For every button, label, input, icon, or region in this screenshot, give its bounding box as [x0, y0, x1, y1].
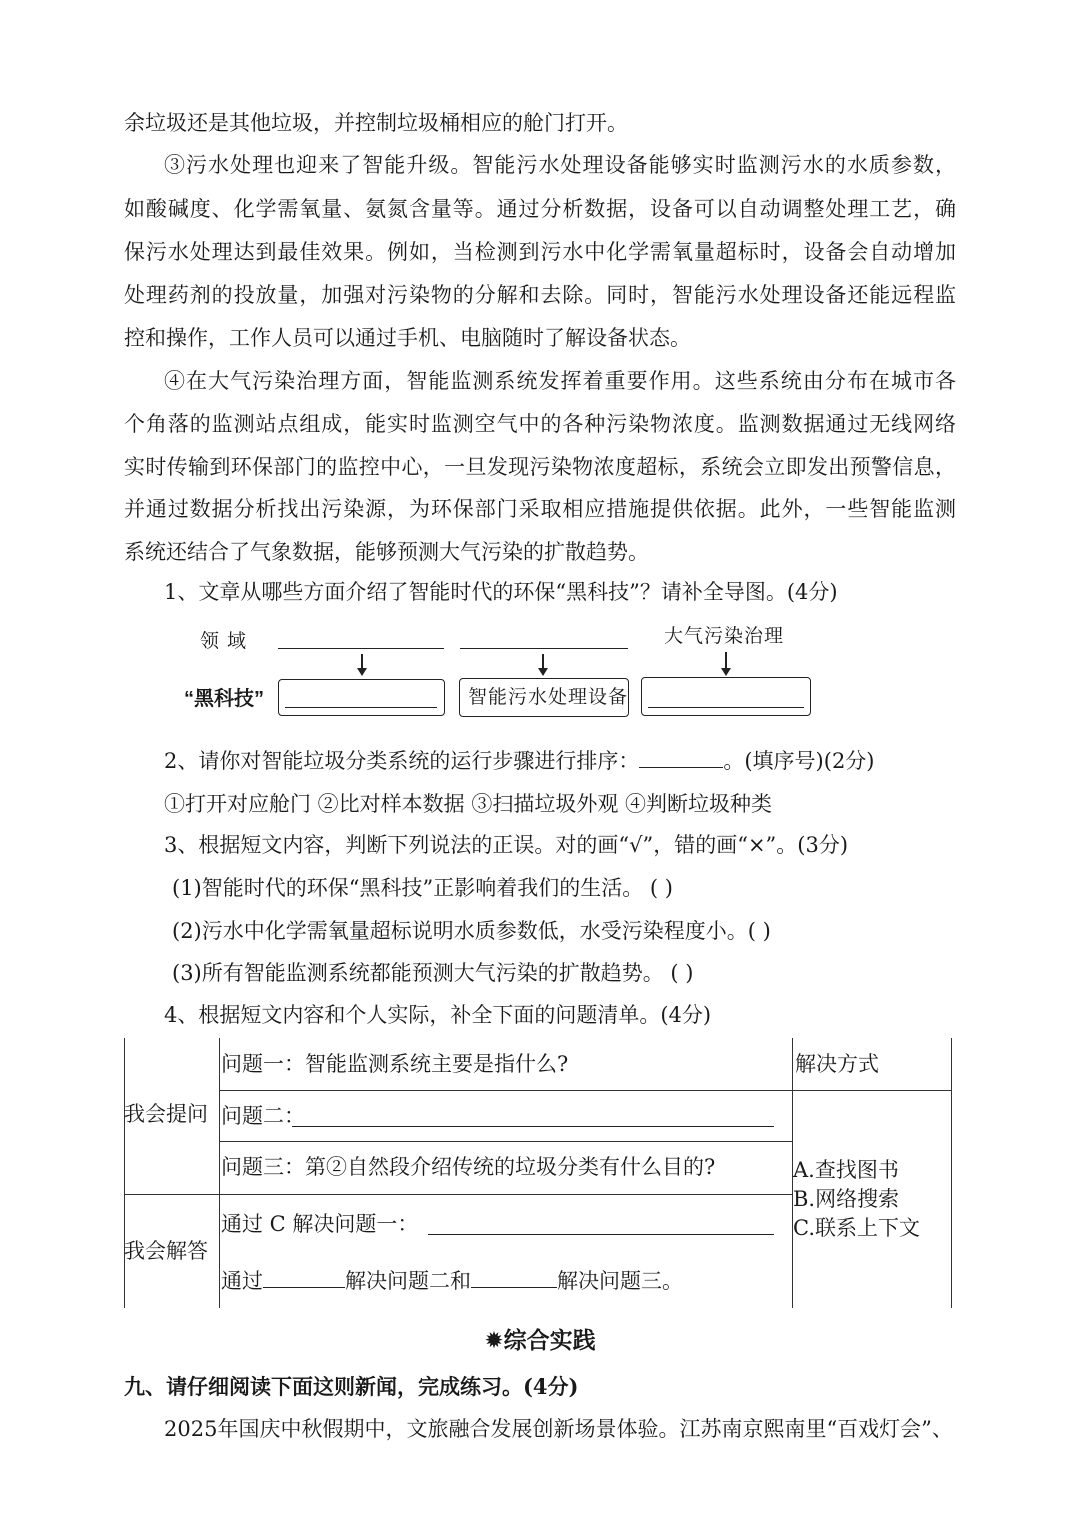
order-answer-blank[interactable] [639, 747, 723, 768]
question-2-cell: 问题二： [221, 1104, 305, 1128]
table-border [951, 1038, 952, 1308]
answer-1-blank[interactable] [428, 1234, 774, 1235]
map-row-label-field: 领 域 [200, 630, 248, 652]
question-3-cell: 问题三：第②自然段介绍传统的垃圾分类有什么目的? [221, 1155, 716, 1179]
table-border [219, 1141, 792, 1142]
method-option: B.网络搜索 [793, 1187, 900, 1211]
tech-blank-1[interactable] [285, 707, 437, 708]
question-9: 九、请仔细阅读下面这则新闻，完成练习。(4分) [124, 1374, 579, 1399]
passage-p4-line: 并通过数据分析找出污染源，为环保部门采取相应措施提供依据。此外，一些智能监测 [124, 497, 956, 521]
answer-3-blank[interactable] [471, 1267, 557, 1288]
answer-2-text: 通过 [221, 1269, 263, 1293]
passage-p3-line: 保污水处理达到最佳效果。例如，当检测到污水中化学需氧量超标时，设备会自动增加 [124, 240, 956, 264]
news-line: 2025年国庆中秋假期中，文旅融合发展创新场景体验。江苏南京熙南里“百戏灯会”、 [164, 1417, 953, 1441]
passage-p3-line: 控和操作，工作人员可以通过手机、电脑随时了解设备状态。 [124, 326, 691, 350]
question-2-blank[interactable] [292, 1126, 774, 1127]
passage-p3-line: ③污水处理也迎来了智能升级。智能污水处理设备能够实时监测污水的水质参数， [164, 153, 956, 177]
tech-box-2 [459, 678, 629, 717]
question-2-score: 。(填序号)(2分) [723, 749, 875, 773]
passage-line: 余垃圾还是其他垃圾，并控制垃圾桶相应的舱门打开。 [124, 111, 628, 135]
section-title: ✹综合实践 [484, 1328, 596, 1354]
answer-2-cell [221, 1266, 683, 1296]
field-blank-1[interactable] [278, 648, 444, 649]
tech-box-3[interactable] [641, 677, 811, 716]
question-2-options: ①打开对应舱门 ②比对样本数据 ③扫描垃圾外观 ④判断垃圾种类 [164, 792, 773, 816]
question-3: 3、根据短文内容，判断下列说法的正误。对的画“√”，错的画“×”。(3分) [164, 833, 849, 857]
tech-blank-3[interactable] [648, 707, 804, 708]
question-4: 4、根据短文内容和个人实际，补全下面的问题清单。(4分) [164, 1003, 712, 1027]
ask-label: 我会提问 [124, 1102, 208, 1126]
answer-label: 我会解答 [124, 1239, 208, 1263]
answer-1-cell: 通过 C 解决问题一： [221, 1212, 419, 1236]
question-1: 1、文章从哪些方面介绍了智能时代的环保“黑科技”？请补全导图。(4分) [164, 580, 838, 604]
answer-2-text: 解决问题二和 [345, 1269, 471, 1293]
table-border [124, 1194, 792, 1195]
table-border [219, 1038, 220, 1308]
method-option: A.查找图书 [793, 1158, 899, 1182]
answer-2-text: 解决问题三。 [557, 1269, 683, 1293]
question-2-text: 2、请你对智能垃圾分类系统的运行步骤进行排序： [164, 749, 640, 773]
judge-item: (2)污水中化学需氧量超标说明水质参数低，水受污染程度小。( ) [172, 919, 771, 943]
question-1-cell: 问题一：智能监测系统主要是指什么? [221, 1052, 569, 1076]
answer-2-blank[interactable] [263, 1267, 345, 1288]
tech-box-1[interactable] [278, 679, 445, 716]
method-header: 解决方式 [795, 1052, 879, 1076]
tech-2-text: 智能污水处理设备 [468, 686, 629, 708]
question-2 [164, 746, 875, 776]
passage-p4-line: ④在大气污染治理方面，智能监测系统发挥着重要作用。这些系统由分布在城市各 [164, 369, 956, 393]
passage-p4-line: 个角落的监测站点组成，能实时监测空气中的各种污染物浓度。监测数据通过无线网络 [124, 412, 956, 436]
method-option: C.联系上下文 [793, 1216, 920, 1240]
table-border [124, 1038, 125, 1308]
passage-p4-line: 实时传输到环保部门的监控中心，一旦发现污染物浓度超标，系统会立即发出预警信息， [124, 455, 956, 479]
field-blank-2[interactable] [460, 648, 628, 649]
table-border [219, 1090, 951, 1091]
map-row-label-tech: “黑科技” [184, 688, 264, 710]
judge-item: (3)所有智能监测系统都能预测大气污染的扩散趋势。 ( ) [172, 961, 694, 985]
passage-p3-line: 处理药剂的投放量，加强对污染物的分解和去除。同时，智能污水处理设备还能远程监 [124, 283, 956, 307]
field-3-text: 大气污染治理 [664, 625, 785, 647]
judge-item: (1)智能时代的环保“黑科技”正影响着我们的生活。 ( ) [172, 876, 673, 900]
passage-p4-line: 系统还结合了气象数据，能够预测大气污染的扩散趋势。 [124, 540, 649, 564]
passage-p3-line: 如酸碱度、化学需氧量、氨氮含量等。通过分析数据，设备可以自动调整处理工艺，确 [124, 197, 956, 221]
